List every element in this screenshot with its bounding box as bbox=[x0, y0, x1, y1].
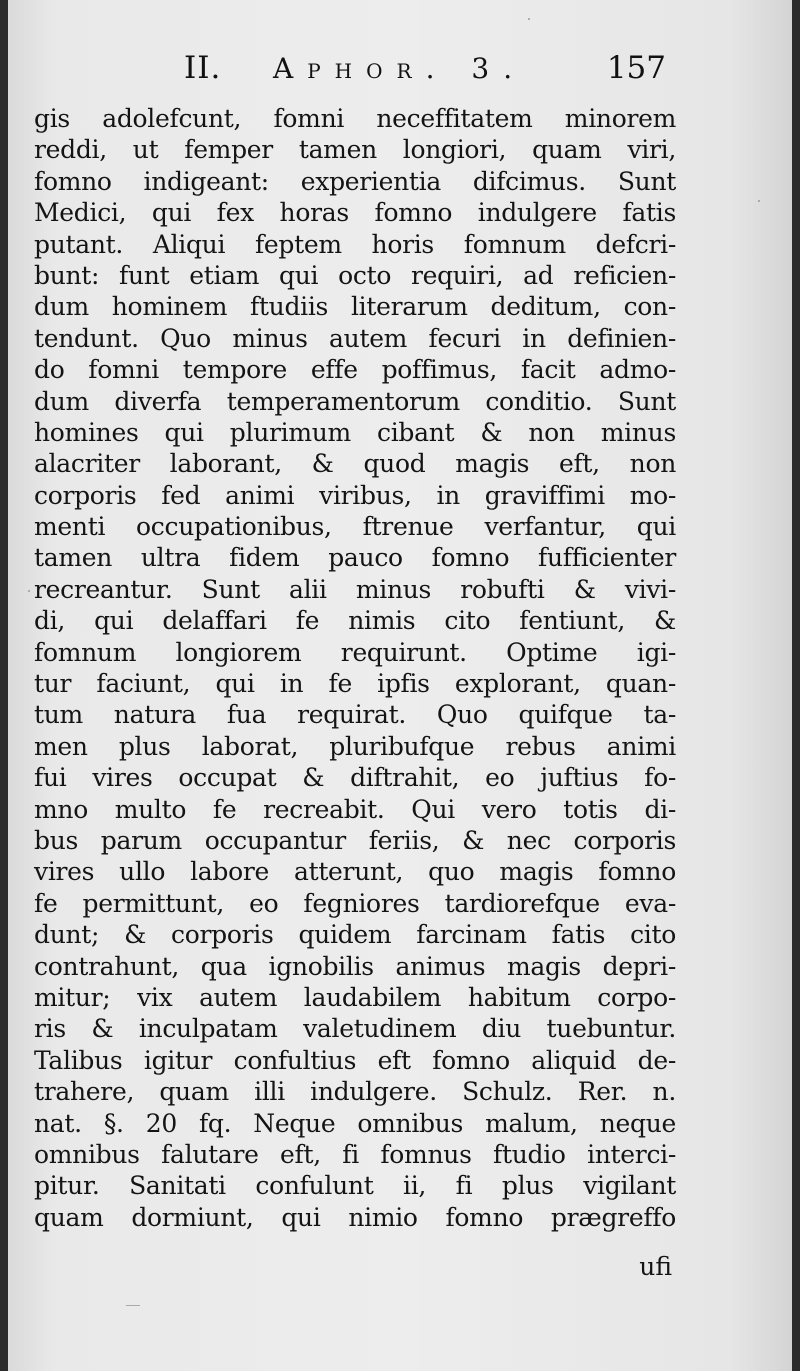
page-number: 157 bbox=[606, 50, 666, 86]
text-line: nat. §. 20 fq. Neque omnibus malum, neque bbox=[34, 1108, 676, 1138]
paper-speck bbox=[528, 18, 530, 20]
text-line: dunt; & corporis quidem farcinam fatis cito bbox=[34, 920, 676, 950]
catchword: ufi bbox=[639, 1252, 672, 1281]
text-line: tamen ultra fidem pauco fomno fufficienter bbox=[34, 543, 676, 573]
text-line: dum diverfa temperamentorum conditio. Sunt bbox=[34, 386, 676, 416]
text-line: vires ullo labore atterunt, quo magis fomno bbox=[34, 857, 676, 887]
text-line: Medici, qui fex horas fomno indulgere fatis bbox=[34, 198, 676, 228]
text-line: fe permittunt, eo fegniores tardiorefque eva- bbox=[34, 888, 676, 918]
text-line: tur faciunt, qui in fe ipfis explorant, quan- bbox=[34, 669, 676, 699]
text-line: homines qui plurimum cibant & non minus bbox=[34, 417, 676, 447]
text-line: gis adolefcunt, fomni neceffitatem minorem bbox=[34, 104, 676, 133]
text-line: ris & inculpatam valetudinem diu tuebuntur. bbox=[34, 1014, 676, 1044]
text-line: do fomni tempore effe poffimus, facit admo- bbox=[34, 355, 676, 385]
text-line: di, qui delaffari fe nimis cito fentiunt, & bbox=[34, 606, 676, 636]
text-line: omnibus falutare eft, fi fomnus ftudio interci- bbox=[34, 1139, 676, 1169]
section-number: II. bbox=[184, 50, 222, 86]
text-line: mitur; vix autem laudabilem habitum corpo- bbox=[34, 982, 676, 1012]
text-line: recreantur. Sunt alii minus robufti & vivi- bbox=[34, 574, 676, 604]
text-line: Talibus igitur confultius eft fomno aliquid de- bbox=[34, 1045, 676, 1075]
text-line: menti occupationibus, ftrenue verfantur, qui bbox=[34, 512, 676, 542]
text-line: dum hominem ftudiis literarum deditum, con- bbox=[34, 292, 676, 322]
paper-speck bbox=[758, 200, 760, 202]
text-line: fomno indigeant: experientia difcimus. Sunt bbox=[34, 166, 676, 196]
text-line: alacriter laborant, & quod magis eft, non bbox=[34, 449, 676, 479]
text-line: trahere, quam illi indulgere. Schulz. Rer. n. bbox=[34, 1077, 676, 1107]
paper-speck bbox=[126, 1305, 140, 1306]
running-head bbox=[8, 50, 792, 90]
text-line: tendunt. Quo minus autem fecuri in definien- bbox=[34, 323, 676, 353]
text-line: contrahunt, qua ignobilis animus magis depri- bbox=[34, 951, 676, 981]
text-line: putant. Aliqui feptem horis fomnum defcri- bbox=[34, 229, 676, 259]
text-line: reddi, ut femper tamen longiori, quam viri, bbox=[34, 135, 676, 165]
text-line: mno multo fe recreabit. Qui vero totis di- bbox=[34, 794, 676, 824]
text-line: pitur. Sanitati confulunt ii, fi plus vigilant bbox=[34, 1171, 676, 1201]
text-line: bus parum occupantur feriis, & nec corporis bbox=[34, 825, 676, 855]
text-line: men plus laborat, pluribufque rebus animi bbox=[34, 731, 676, 761]
text-line: fomnum longiorem requirunt. Optime igi- bbox=[34, 637, 676, 667]
text-line: bunt: funt etiam qui octo requiri, ad reficien- bbox=[34, 260, 676, 290]
book-page bbox=[8, 0, 792, 1371]
text-line: tum natura fua requirat. Quo quifque ta- bbox=[34, 700, 676, 730]
paper-speck bbox=[28, 590, 30, 592]
running-title: Aphor. 3. bbox=[273, 52, 527, 85]
body-text bbox=[34, 103, 676, 1233]
text-line: fui vires occupat & diftrahit, eo juftius fo- bbox=[34, 763, 676, 793]
text-line: corporis fed animi viribus, in graviffimi mo- bbox=[34, 480, 676, 510]
text-line: quam dormiunt, qui nimio fomno prægreffo bbox=[34, 1202, 676, 1232]
